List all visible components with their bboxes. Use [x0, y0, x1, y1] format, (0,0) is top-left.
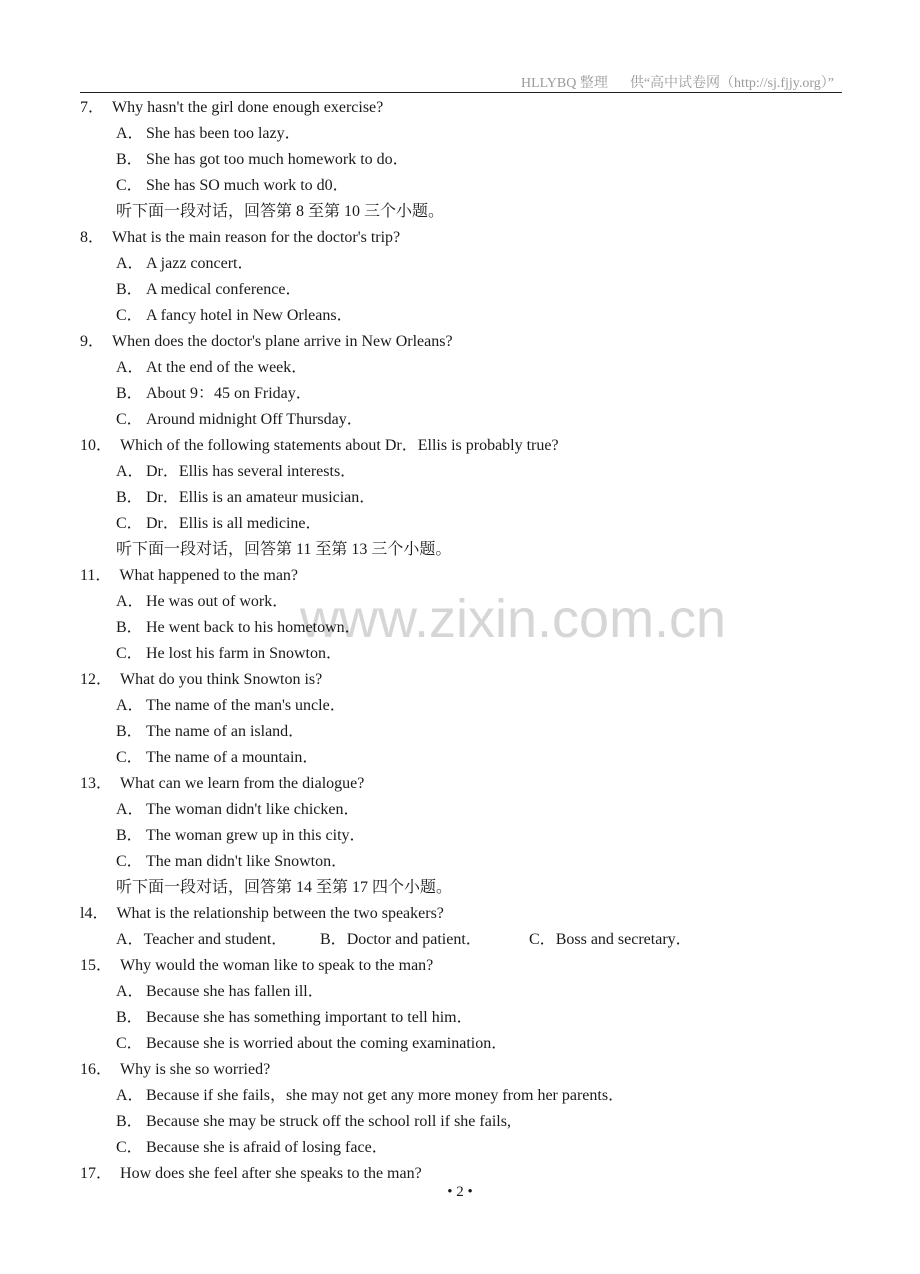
option-letter: A． — [116, 697, 144, 714]
option-b — [80, 823, 860, 849]
option-letter: A． — [116, 255, 144, 272]
question-text: Why hasn't the girl done enough exercise? — [112, 99, 384, 116]
option-letter: A． — [116, 593, 144, 610]
option-text: She has SO much work to d0． — [146, 177, 349, 194]
option-text: Dr．Ellis is an amateur musician． — [146, 489, 376, 506]
option-letter: C． — [116, 177, 143, 194]
question-12 — [80, 667, 860, 693]
question-text: Why would the woman like to speak to the man? — [120, 957, 434, 974]
option-letter: A． — [116, 463, 144, 480]
option-letter: C． — [529, 931, 556, 948]
option-b — [80, 719, 860, 745]
option-c — [529, 927, 692, 953]
question-number: 16． — [80, 1061, 113, 1078]
question-10 — [80, 433, 860, 459]
option-a — [80, 589, 860, 615]
option-letter: C． — [116, 749, 143, 766]
question-15 — [80, 953, 860, 979]
option-text: Teacher and student． — [143, 931, 288, 948]
option-text: A fancy hotel in New Orleans． — [146, 307, 353, 324]
section-instruction: 听下面一段对话，回答第 14 至第 17 四个小题。 — [116, 879, 453, 896]
question-number: 15． — [80, 957, 113, 974]
option-letter: A． — [116, 1087, 144, 1104]
option-text: Boss and secretary． — [555, 931, 692, 948]
question-13 — [80, 771, 860, 797]
question-16 — [80, 1057, 860, 1083]
option-letter: B． — [116, 1113, 143, 1130]
question-number: 11． — [80, 567, 112, 584]
option-text: Dr．Ellis is all medicine． — [146, 515, 322, 532]
option-letter: B． — [116, 827, 143, 844]
option-c — [80, 1135, 860, 1161]
option-text: Because she is worried about the coming examination． — [146, 1035, 508, 1052]
question-8 — [80, 225, 860, 251]
question-text: Which of the following statements about Dr．Ellis is probably true? — [120, 437, 559, 454]
option-text: The name of a mountain． — [146, 749, 319, 766]
option-text: She has got too much homework to do． — [146, 151, 409, 168]
watermark: www.zixin.com.cn — [300, 589, 727, 649]
option-b — [80, 615, 860, 641]
option-text: At the end of the week． — [146, 359, 308, 376]
option-row — [80, 927, 860, 953]
option-text: Because she may be struck off the school roll if she fails, — [146, 1113, 511, 1130]
option-letter: A． — [116, 125, 144, 142]
option-b — [80, 147, 860, 173]
section-instruction: 听下面一段对话，回答第 8 至第 10 三个小题。 — [116, 203, 445, 220]
option-c — [80, 1031, 860, 1057]
option-letter: C． — [116, 307, 143, 324]
question-text: What is the main reason for the doctor's trip? — [112, 229, 401, 246]
question-number: 8． — [80, 229, 105, 246]
question-text: When does the doctor's plane arrive in New Orleans? — [112, 333, 453, 350]
option-a — [80, 797, 860, 823]
option-letter: C． — [116, 1035, 143, 1052]
page-header — [80, 70, 842, 93]
header-source: HLLYBQ 整理 — [520, 76, 608, 91]
option-letter: B． — [116, 619, 143, 636]
option-letter: A． — [116, 801, 144, 818]
option-b — [80, 485, 860, 511]
option-text: About 9：45 on Friday． — [146, 385, 312, 402]
question-9 — [80, 329, 860, 355]
option-letter: B． — [116, 281, 143, 298]
question-number: 10． — [80, 437, 113, 454]
option-text: He lost his farm in Snowton． — [146, 645, 342, 662]
option-letter: C． — [116, 853, 143, 870]
question-text: What happened to the man? — [119, 567, 299, 584]
option-letter: A． — [116, 931, 144, 948]
question-number: 9． — [80, 333, 105, 350]
option-letter: B． — [116, 385, 143, 402]
option-text: Dr．Ellis has several interests． — [146, 463, 357, 480]
question-11 — [80, 563, 860, 589]
option-b — [80, 277, 860, 303]
option-text: The woman didn't like chicken． — [146, 801, 360, 818]
option-letter: A． — [116, 359, 144, 376]
option-c — [80, 745, 860, 771]
option-a — [80, 251, 860, 277]
option-c — [80, 407, 860, 433]
option-letter: B． — [116, 489, 143, 506]
option-a — [80, 355, 860, 381]
option-c — [80, 303, 860, 329]
option-letter: B． — [116, 151, 143, 168]
option-b — [320, 927, 529, 953]
option-text: He went back to his hometown． — [146, 619, 361, 636]
page-number: • 2 • — [447, 1184, 473, 1200]
option-text: Around midnight Off Thursday． — [146, 411, 363, 428]
option-letter: C． — [116, 515, 143, 532]
option-a — [80, 979, 860, 1005]
option-a — [116, 927, 320, 953]
option-a — [80, 121, 860, 147]
option-letter: B． — [320, 931, 347, 948]
option-a — [80, 693, 860, 719]
option-text: The woman grew up in this city． — [146, 827, 366, 844]
question-text: What can we learn from the dialogue? — [120, 775, 365, 792]
option-b — [80, 1109, 860, 1135]
question-text: What is the relationship between the two speakers? — [116, 905, 444, 922]
option-text: She has been too lazy． — [146, 125, 301, 142]
option-b — [80, 381, 860, 407]
question-number: l4． — [80, 905, 109, 922]
option-a — [80, 1083, 860, 1109]
question-number: 17． — [80, 1165, 113, 1182]
header-site: 供“高中试卷网（http://sj.fjjy.org）” — [629, 76, 834, 91]
option-c — [80, 641, 860, 667]
question-number: 13． — [80, 775, 113, 792]
option-text: A jazz concert． — [146, 255, 254, 272]
option-c — [80, 849, 860, 875]
question-14 — [80, 901, 860, 927]
option-letter: C． — [116, 1139, 143, 1156]
option-text: Doctor and patient． — [346, 931, 482, 948]
question-7 — [80, 95, 860, 121]
question-text: How does she feel after she speaks to the man? — [120, 1165, 422, 1182]
option-letter: C． — [116, 411, 143, 428]
question-text: What do you think Snowton is? — [120, 671, 323, 688]
option-text: He was out of work． — [146, 593, 289, 610]
section-instruction: 听下面一段对话，回答第 11 至第 13 三个小题。 — [116, 541, 452, 558]
question-text: Why is she so worried? — [120, 1061, 271, 1078]
option-letter: B． — [116, 1009, 143, 1026]
header-text — [499, 72, 834, 92]
option-c — [80, 511, 860, 537]
option-letter: A． — [116, 983, 144, 1000]
option-text: The name of the man's uncle． — [146, 697, 346, 714]
option-a — [80, 459, 860, 485]
question-list — [80, 95, 860, 1187]
question-number: 12． — [80, 671, 113, 688]
option-text: Because she has fallen ill． — [146, 983, 324, 1000]
option-letter: C． — [116, 645, 143, 662]
question-number: 7． — [80, 99, 105, 116]
option-text: The name of an island． — [146, 723, 305, 740]
option-c — [80, 173, 860, 199]
option-text: The man didn't like Snowton． — [146, 853, 348, 870]
option-b — [80, 1005, 860, 1031]
option-letter: B． — [116, 723, 143, 740]
option-text: Because she is afraid of losing face． — [146, 1139, 388, 1156]
option-text: Because if she fails，she may not get any more money from her parents． — [146, 1087, 625, 1104]
option-text: Because she has something important to tell him． — [146, 1009, 473, 1026]
option-text: A medical conference． — [146, 281, 302, 298]
